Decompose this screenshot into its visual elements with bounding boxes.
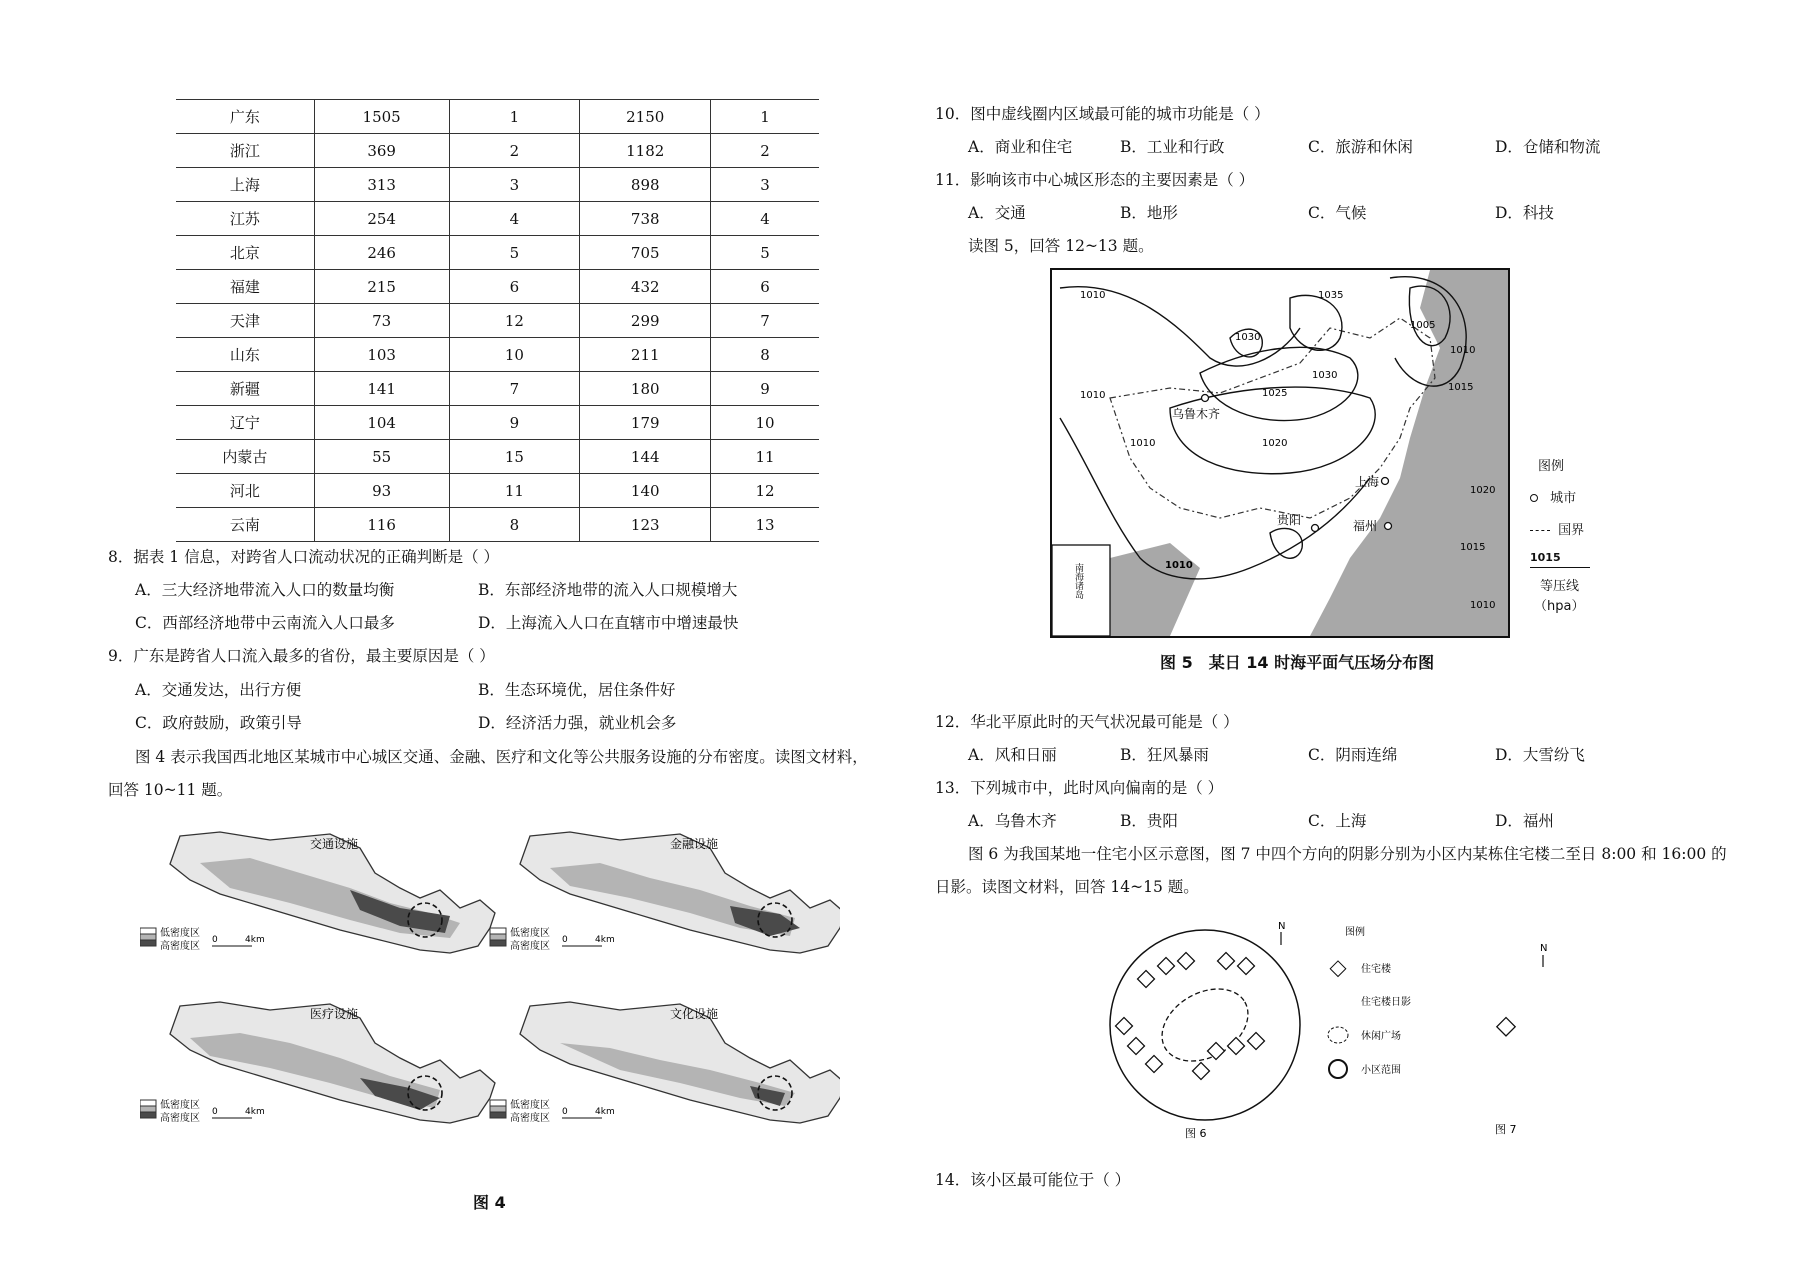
- table-row: [176, 304, 819, 338]
- svg-text:1010: 1010: [1450, 345, 1476, 356]
- table-cell-value: 246: [314, 236, 449, 270]
- figure-5-pressure-map: [1050, 268, 1510, 638]
- svg-text:小区范围: 小区范围: [1361, 1065, 1401, 1076]
- question-12-stem: 12．华北平原此时的天气状况最可能是（ ）: [935, 713, 1239, 731]
- table-cell-value: 141: [314, 372, 449, 406]
- question-10-stem: 10．图中虚线圈内区域最可能的城市功能是（ ）: [935, 105, 1270, 123]
- table-cell-value: 5: [449, 236, 580, 270]
- table-cell-value: 3: [449, 168, 580, 202]
- svg-text:0: 0: [562, 935, 568, 945]
- svg-text:1010: 1010: [1165, 560, 1193, 571]
- table-cell-value: 6: [449, 270, 580, 304]
- table-cell-province: 上海: [176, 168, 314, 202]
- svg-text:0: 0: [212, 935, 218, 945]
- table-cell-value: 12: [711, 474, 819, 508]
- intro-figure-4-line2: 回答 10~11 题。: [108, 781, 233, 799]
- svg-text:N: N: [1278, 921, 1286, 932]
- table-cell-value: 179: [580, 406, 711, 440]
- question-9-option-d[interactable]: D．经济活力强，就业机会多: [478, 714, 677, 732]
- question-13-option-a[interactable]: A．乌鲁木齐: [968, 812, 1057, 830]
- table-cell-value: 9: [449, 406, 580, 440]
- table-cell-value: 1: [711, 100, 819, 134]
- table-cell-value: 104: [314, 406, 449, 440]
- table-cell-value: 369: [314, 134, 449, 168]
- figure-6-7-diagram: [1100, 915, 1660, 1145]
- building-fig7: [1497, 1018, 1515, 1036]
- legend-border-icon: [1530, 530, 1550, 531]
- svg-text:4km: 4km: [595, 935, 615, 945]
- table-row: [176, 168, 819, 202]
- question-8-option-d[interactable]: D．上海流入人口在直辖市中增速最快: [478, 614, 739, 632]
- svg-text:1030: 1030: [1235, 332, 1261, 343]
- svg-text:0: 0: [212, 1107, 218, 1117]
- svg-text:1035: 1035: [1318, 290, 1344, 301]
- figure-4-caption: 图 4: [473, 1193, 506, 1212]
- table-row: [176, 474, 819, 508]
- svg-text:低密度区: 低密度区: [160, 1100, 200, 1111]
- svg-text:1005: 1005: [1410, 320, 1436, 331]
- city-urumqi-marker: [1202, 395, 1209, 402]
- table-cell-province: 山东: [176, 338, 314, 372]
- figure-6-legend: [1328, 925, 1411, 1078]
- table-cell-value: 299: [580, 304, 711, 338]
- city-shanghai-label: 上海: [1355, 475, 1380, 489]
- table-cell-value: 180: [580, 372, 711, 406]
- question-14-stem: 14．该小区最可能位于（ ）: [935, 1171, 1131, 1189]
- table-cell-province: 广东: [176, 100, 314, 134]
- table-row: [176, 508, 819, 542]
- legend-building-icon: [1330, 961, 1346, 977]
- svg-text:1015: 1015: [1448, 382, 1474, 393]
- svg-text:1010: 1010: [1080, 390, 1106, 401]
- legend-city-icon: [1530, 494, 1538, 502]
- svg-text:1030: 1030: [1312, 370, 1338, 381]
- table-cell-value: 211: [580, 338, 711, 372]
- city-fuzhou-label: 福州: [1353, 519, 1378, 533]
- figure-6: [1110, 921, 1300, 1140]
- city-shanghai-marker: [1382, 478, 1389, 485]
- table-cell-value: 8: [449, 508, 580, 542]
- table-cell-value: 1505: [314, 100, 449, 134]
- panel-title-finance: 金融设施: [670, 837, 719, 851]
- table-row: [176, 440, 819, 474]
- table-cell-value: 1: [449, 100, 580, 134]
- residential-area-boundary: [1110, 930, 1300, 1120]
- figure-7-caption: 图 7: [1495, 1123, 1517, 1136]
- legend-plaza-icon: [1328, 1027, 1348, 1043]
- city-fuzhou-marker: [1385, 523, 1392, 530]
- intro-figure-4-line1: 图 4 表示我国西北地区某城市中心城区交通、金融、医疗和文化等公共服务设施的分布密度。读图文材料，: [135, 748, 868, 766]
- table-cell-value: 705: [580, 236, 711, 270]
- table-cell-value: 9: [711, 372, 819, 406]
- svg-text:4km: 4km: [245, 1107, 265, 1117]
- question-11-option-a[interactable]: A．交通: [968, 204, 1026, 222]
- question-10-option-c[interactable]: C．旅游和休闲: [1308, 138, 1413, 156]
- question-13-stem: 13．下列城市中，此时风向偏南的是（ ）: [935, 779, 1224, 797]
- svg-text:低密度区: 低密度区: [510, 1100, 550, 1111]
- table-cell-value: 144: [580, 440, 711, 474]
- panel-title-culture: 文化设施: [670, 1007, 719, 1021]
- svg-text:高密度区: 高密度区: [160, 1113, 200, 1124]
- svg-text:4km: 4km: [245, 935, 265, 945]
- question-10-option-a[interactable]: A．商业和住宅: [968, 138, 1073, 156]
- table-cell-value: 1182: [580, 134, 711, 168]
- residential-buildings: [1116, 953, 1265, 1080]
- question-12-option-b[interactable]: B．狂风暴雨: [1120, 746, 1209, 764]
- table-cell-value: 2: [711, 134, 819, 168]
- question-10-option-b[interactable]: B．工业和行政: [1120, 138, 1225, 156]
- legend-isobar-line: [1530, 567, 1590, 568]
- table-cell-value: 10: [449, 338, 580, 372]
- question-8-option-c[interactable]: C．西部经济地带中云南流入人口最多: [135, 614, 395, 632]
- question-8-option-a[interactable]: A．三大经济地带流入人口的数量均衡: [135, 581, 395, 599]
- svg-text:住宅楼日影: 住宅楼日影: [1361, 997, 1411, 1008]
- question-8-option-b[interactable]: B．东部经济地带的流入人口规模增大: [478, 581, 738, 599]
- svg-text:南海诸岛: 南海诸岛: [1073, 563, 1083, 599]
- table-cell-value: 4: [711, 202, 819, 236]
- intro-figure-6-line1: 图 6 为我国某地一住宅小区示意图，图 7 中四个方向的阴影分别为小区内某栋住宅楼二至日 8:00 和 16:00 的: [968, 845, 1727, 863]
- question-9-stem: 9．广东是跨省人口流入最多的省份，最主要原因是（ ）: [108, 647, 495, 665]
- table-cell-value: 15: [449, 440, 580, 474]
- panel-medical: [170, 1002, 495, 1123]
- table-cell-value: 11: [449, 474, 580, 508]
- city-urumqi-label: 乌鲁木齐: [1172, 407, 1221, 421]
- table-cell-value: 73: [314, 304, 449, 338]
- svg-text:住宅楼: 住宅楼: [1361, 964, 1391, 975]
- table-cell-province: 北京: [176, 236, 314, 270]
- table-row: [176, 270, 819, 304]
- figure-4-maps: [140, 818, 840, 1178]
- table-cell-province: 辽宁: [176, 406, 314, 440]
- table-cell-value: 10: [711, 406, 819, 440]
- svg-text:图例: 图例: [1345, 927, 1365, 938]
- table-cell-value: 93: [314, 474, 449, 508]
- leisure-plaza: [1149, 974, 1261, 1075]
- svg-text:1020: 1020: [1470, 485, 1496, 496]
- table-cell-province: 浙江: [176, 134, 314, 168]
- table-row: [176, 406, 819, 440]
- svg-text:休闲广场: 休闲广场: [1361, 1031, 1401, 1042]
- table-cell-province: 云南: [176, 508, 314, 542]
- table-cell-value: 215: [314, 270, 449, 304]
- intro-figure-6-line2: 日影。读图文材料，回答 14~15 题。: [935, 878, 1199, 896]
- table-row: [176, 372, 819, 406]
- question-13-option-b[interactable]: B．贵阳: [1120, 812, 1178, 830]
- question-13-option-d[interactable]: D．福州: [1495, 812, 1554, 830]
- question-11-option-d[interactable]: D．科技: [1495, 204, 1554, 222]
- svg-text:高密度区: 高密度区: [510, 1113, 550, 1124]
- svg-text:0: 0: [562, 1107, 568, 1117]
- legend-range-icon: [1329, 1060, 1347, 1078]
- panel-finance: [520, 832, 840, 953]
- figure-5-caption: 图 5 某日 14 时海平面气压场分布图: [1160, 653, 1435, 672]
- table-cell-value: 254: [314, 202, 449, 236]
- table-cell-value: 103: [314, 338, 449, 372]
- table-cell-value: 11: [711, 440, 819, 474]
- svg-text:1010: 1010: [1470, 600, 1496, 611]
- svg-text:1010: 1010: [1080, 290, 1106, 301]
- svg-text:1015: 1015: [1460, 542, 1486, 553]
- city-guiyang-label: 贵阳: [1277, 513, 1302, 527]
- svg-text:高密度区: 高密度区: [160, 941, 200, 952]
- intro-figure-5: 读图 5，回答 12~13 题。: [968, 237, 1154, 255]
- table-cell-value: 313: [314, 168, 449, 202]
- table-cell-value: 898: [580, 168, 711, 202]
- svg-text:1010: 1010: [1130, 438, 1156, 449]
- table-row: [176, 202, 819, 236]
- table-cell-province: 内蒙古: [176, 440, 314, 474]
- table-cell-value: 2: [449, 134, 580, 168]
- figure-6-caption: 图 6: [1185, 1127, 1207, 1140]
- table-cell-value: 8: [711, 338, 819, 372]
- question-12-option-d[interactable]: D．大雪纷飞: [1495, 746, 1585, 764]
- svg-text:1020: 1020: [1262, 438, 1288, 449]
- svg-text:高密度区: 高密度区: [510, 941, 550, 952]
- panel-transport: [170, 832, 495, 953]
- table-cell-value: 432: [580, 270, 711, 304]
- question-9-option-b[interactable]: B．生态环境优，居住条件好: [478, 681, 676, 699]
- panel-culture: [520, 1002, 840, 1123]
- table-cell-province: 天津: [176, 304, 314, 338]
- table-row: [176, 338, 819, 372]
- legend-bottom-left: [140, 1098, 265, 1124]
- question-11-option-c[interactable]: C．气候: [1308, 204, 1367, 222]
- table-cell-province: 江苏: [176, 202, 314, 236]
- table-row: [176, 236, 819, 270]
- svg-text:4km: 4km: [595, 1107, 615, 1117]
- table-cell-value: 13: [711, 508, 819, 542]
- question-11-stem: 11．影响该市中心城区形态的主要因素是（ ）: [935, 171, 1255, 189]
- question-12-option-c[interactable]: C．阴雨连绵: [1308, 746, 1398, 764]
- table-cell-value: 116: [314, 508, 449, 542]
- question-10-option-d[interactable]: D．仓储和物流: [1495, 138, 1601, 156]
- svg-text:N: N: [1540, 943, 1548, 954]
- panel-title-transport: 交通设施: [310, 837, 359, 851]
- question-9-option-a[interactable]: A．交通发达，出行方便: [135, 681, 302, 699]
- table-cell-value: 55: [314, 440, 449, 474]
- svg-text:1025: 1025: [1262, 388, 1288, 399]
- table-row: [176, 100, 819, 134]
- table-row: [176, 134, 819, 168]
- population-table: [176, 99, 819, 542]
- legend-top-right: [490, 926, 615, 952]
- table-cell-province: 河北: [176, 474, 314, 508]
- panel-title-medical: 医疗设施: [310, 1007, 359, 1021]
- question-11-option-b[interactable]: B．地形: [1120, 204, 1178, 222]
- question-13-option-c[interactable]: C．上海: [1308, 812, 1367, 830]
- table-cell-value: 5: [711, 236, 819, 270]
- table-cell-value: 2150: [580, 100, 711, 134]
- question-9-option-c[interactable]: C．政府鼓励，政策引导: [135, 714, 302, 732]
- legend-bottom-right: [490, 1098, 615, 1124]
- table-cell-value: 3: [711, 168, 819, 202]
- table-cell-value: 7: [711, 304, 819, 338]
- question-12-option-a[interactable]: A．风和日丽: [968, 746, 1057, 764]
- table-cell-value: 4: [449, 202, 580, 236]
- table-cell-value: 123: [580, 508, 711, 542]
- figure-7: [1495, 943, 1547, 1136]
- city-guiyang-marker: [1312, 525, 1319, 532]
- table-cell-province: 福建: [176, 270, 314, 304]
- table-cell-province: 新疆: [176, 372, 314, 406]
- table-cell-value: 140: [580, 474, 711, 508]
- legend-top-left: [140, 926, 265, 952]
- question-8-stem: 8．据表 1 信息，对跨省人口流动状况的正确判断是（ ）: [108, 548, 500, 566]
- table-cell-value: 7: [449, 372, 580, 406]
- table-cell-value: 12: [449, 304, 580, 338]
- svg-text:低密度区: 低密度区: [160, 928, 200, 939]
- table-cell-value: 6: [711, 270, 819, 304]
- svg-text:低密度区: 低密度区: [510, 928, 550, 939]
- table-cell-value: 738: [580, 202, 711, 236]
